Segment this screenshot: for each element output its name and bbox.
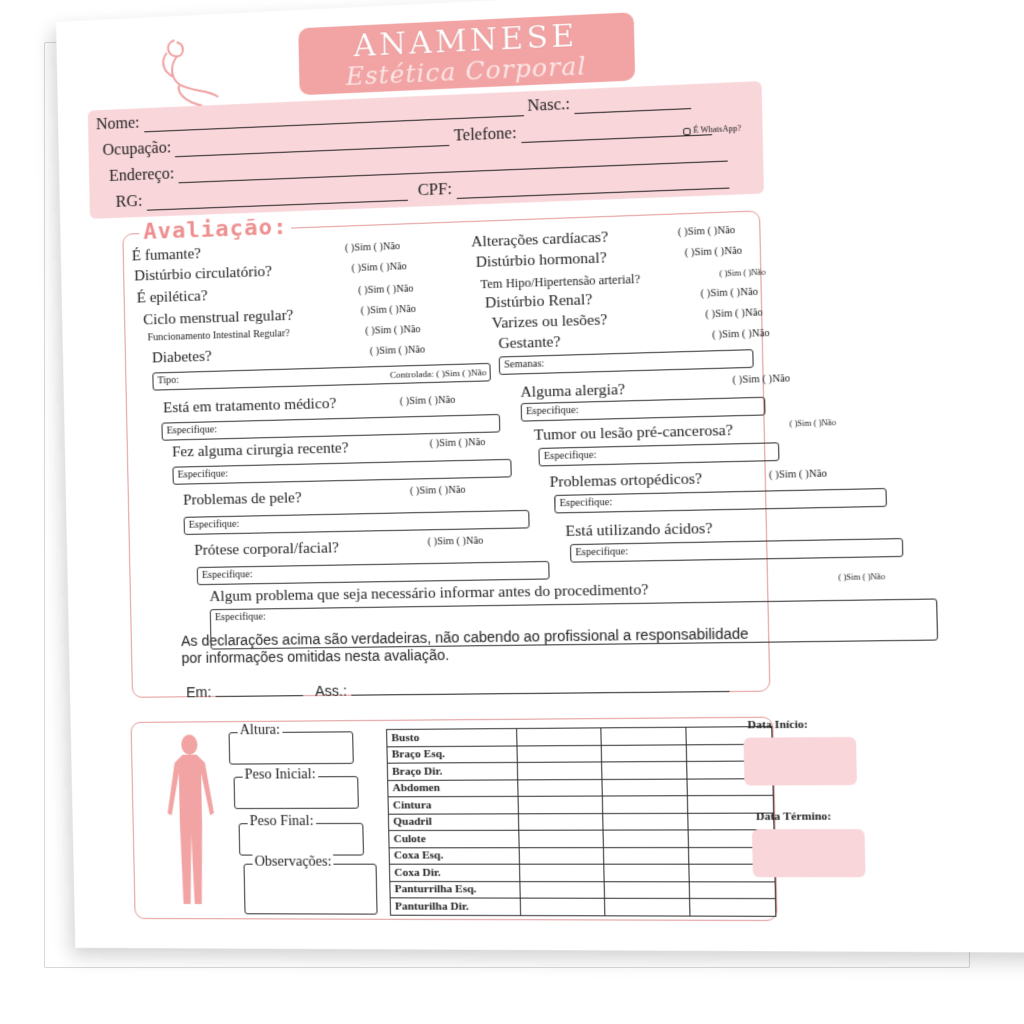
row-label: Braço Esq. bbox=[387, 745, 517, 763]
q-pele: Problemas de pele? bbox=[183, 490, 302, 509]
sim-option[interactable]: ( )Sim bbox=[369, 345, 397, 358]
table-row bbox=[389, 830, 775, 848]
table-row bbox=[390, 881, 776, 899]
especifique-label: Especifique: bbox=[543, 449, 597, 463]
ass-label: Ass.: bbox=[314, 682, 348, 700]
q-fumante: É fumante? bbox=[131, 246, 202, 265]
q-hormonal: Distúrbio hormonal? bbox=[475, 250, 607, 272]
q-epiletica: É epilética? bbox=[136, 288, 208, 307]
form-title-banner bbox=[298, 12, 635, 95]
q-menstrual: Ciclo menstrual regular? bbox=[143, 307, 294, 329]
q-cardiacas: Alterações cardíacas? bbox=[471, 229, 609, 251]
sim-option[interactable]: ( )Sim bbox=[677, 225, 706, 239]
opt-gestante[interactable] bbox=[712, 328, 770, 341]
sim-option[interactable]: ( )Sim bbox=[344, 241, 372, 255]
protese-especifique[interactable] bbox=[197, 561, 550, 585]
em-date-field[interactable] bbox=[215, 682, 303, 697]
especifique-label: Especifique: bbox=[525, 404, 579, 418]
whatsapp-label: É WhatsApp? bbox=[693, 123, 742, 135]
measure-cell[interactable] bbox=[604, 864, 690, 881]
especifique-label: Especifique: bbox=[559, 496, 613, 510]
measure-cell[interactable] bbox=[517, 779, 602, 796]
table-row bbox=[387, 744, 773, 763]
especifique-label: Especifique: bbox=[201, 569, 253, 582]
whatsapp-check[interactable] bbox=[684, 124, 742, 136]
row-label: Panturrilha Esq. bbox=[390, 881, 520, 898]
nao-option[interactable]: ( )Não bbox=[398, 344, 426, 357]
measurements-section bbox=[131, 717, 778, 921]
ocupacao-field[interactable] bbox=[175, 132, 450, 158]
form-subtitle: Estética Corporal bbox=[345, 51, 587, 92]
q-cirurgia: Fez alguma cirurgia recente? bbox=[171, 440, 349, 461]
measure-cell[interactable] bbox=[520, 898, 605, 915]
opt-intestinal[interactable] bbox=[365, 324, 421, 337]
table-row bbox=[388, 813, 774, 831]
sim-option[interactable]: ( )Sim bbox=[712, 328, 740, 341]
measure-cell[interactable] bbox=[602, 779, 688, 796]
sim-option[interactable]: ( )Sim bbox=[436, 367, 461, 379]
opt-cirurgia[interactable] bbox=[430, 437, 486, 450]
tipo-label: Tipo: bbox=[157, 374, 180, 387]
peso-final-label: Peso Final: bbox=[248, 814, 316, 830]
cpf-label: CPF: bbox=[417, 180, 453, 200]
q-protese: Prótese corporal/facial? bbox=[194, 540, 340, 559]
measure-cell[interactable] bbox=[519, 864, 604, 881]
nao-option[interactable]: ( )Não bbox=[386, 283, 414, 296]
sim-option[interactable]: ( )Sim bbox=[789, 418, 812, 429]
avaliacao-section bbox=[122, 210, 886, 697]
sim-option[interactable]: ( )Sim bbox=[700, 287, 728, 300]
rg-field[interactable] bbox=[146, 187, 407, 211]
sim-option[interactable]: ( )Sim bbox=[358, 284, 385, 297]
data-inicio-label: Data Início: bbox=[747, 718, 808, 732]
measure-cell[interactable] bbox=[689, 881, 775, 898]
especifique-label: Especifique: bbox=[575, 546, 629, 559]
peso-inicial-label: Peso Inicial: bbox=[242, 767, 317, 784]
nao-option[interactable]: ( )Não bbox=[389, 303, 417, 316]
sim-option[interactable]: ( )Sim bbox=[719, 268, 742, 279]
sim-option[interactable]: ( )Sim bbox=[360, 304, 387, 317]
altura-box[interactable] bbox=[229, 722, 354, 764]
nao-option[interactable]: ( )Não bbox=[743, 267, 766, 278]
measure-cell[interactable] bbox=[689, 898, 775, 915]
nao-option[interactable]: ( )Não bbox=[462, 367, 487, 379]
sim-option[interactable]: ( )Sim bbox=[365, 324, 392, 337]
nao-option[interactable]: ( )Não bbox=[741, 327, 770, 341]
especifique-label: Especifique: bbox=[214, 611, 266, 624]
data-termino-field[interactable] bbox=[752, 829, 866, 877]
row-label: Culote bbox=[389, 830, 519, 847]
semanas-field[interactable] bbox=[499, 349, 754, 375]
measure-cell[interactable] bbox=[518, 830, 603, 847]
data-inicio-field[interactable] bbox=[743, 737, 857, 786]
peso-final-box[interactable] bbox=[239, 813, 364, 856]
measure-cell[interactable] bbox=[601, 727, 686, 745]
opt-pele[interactable] bbox=[410, 485, 466, 497]
cirurgia-especifique[interactable] bbox=[172, 459, 511, 485]
especifique-label: Especifique: bbox=[177, 468, 229, 481]
row-label: Quadril bbox=[388, 813, 518, 830]
nao-option[interactable]: ( )Não bbox=[762, 373, 791, 386]
signature-field[interactable] bbox=[351, 677, 730, 695]
opt-ortopedicos[interactable] bbox=[769, 468, 827, 481]
opt-varizes[interactable] bbox=[705, 307, 763, 320]
measure-cell[interactable] bbox=[603, 830, 689, 847]
cpf-field[interactable] bbox=[456, 174, 729, 199]
data-termino-label: Data Término: bbox=[755, 810, 832, 824]
controlada-label bbox=[390, 364, 487, 383]
opt-menstrual[interactable] bbox=[361, 304, 417, 317]
avaliacao-title: Avaliação: bbox=[139, 214, 292, 245]
dates-panel bbox=[728, 711, 890, 824]
sim-option[interactable]: ( )Sim bbox=[399, 395, 427, 408]
nao-option[interactable]: ( )Não bbox=[438, 484, 466, 497]
measure-cell[interactable] bbox=[518, 796, 603, 813]
observacoes-label: Observações: bbox=[252, 855, 333, 871]
q-gestante: Gestante? bbox=[498, 334, 561, 353]
nome-label: Nome: bbox=[95, 114, 140, 134]
measure-cell[interactable] bbox=[602, 796, 688, 813]
opt-informar[interactable] bbox=[838, 572, 885, 582]
row-label: Coxa Dir. bbox=[389, 864, 519, 881]
sim-option[interactable]: ( )Sim bbox=[705, 308, 733, 321]
measure-cell[interactable] bbox=[601, 761, 687, 779]
nao-option[interactable]: ( )Não bbox=[734, 307, 764, 320]
q-diabetes: Diabetes? bbox=[151, 348, 212, 367]
table-row bbox=[388, 795, 774, 813]
endereco-label: Endereço: bbox=[108, 165, 175, 186]
measure-cell[interactable] bbox=[520, 881, 605, 898]
nao-option[interactable]: ( )Não bbox=[428, 394, 456, 407]
q-tratamento: Está em tratamento médico? bbox=[162, 395, 337, 417]
row-label: Coxa Esq. bbox=[389, 847, 519, 864]
measure-cell[interactable] bbox=[517, 745, 602, 763]
especifique-label: Especifique: bbox=[166, 424, 218, 437]
measure-cell[interactable] bbox=[604, 881, 690, 898]
controlada-text: Controlada: bbox=[389, 368, 435, 381]
altura-label: Altura: bbox=[237, 723, 282, 740]
row-label: Busto bbox=[387, 729, 517, 747]
pele-especifique[interactable] bbox=[184, 510, 530, 535]
measure-cell[interactable] bbox=[603, 847, 689, 864]
row-label: Abdomen bbox=[388, 779, 518, 796]
measure-cell[interactable] bbox=[516, 728, 601, 746]
woman-silhouette-logo-icon bbox=[144, 29, 237, 114]
semanas-label: Semanas: bbox=[503, 358, 545, 371]
measure-cell[interactable] bbox=[519, 847, 604, 864]
tipo-field[interactable] bbox=[152, 363, 491, 391]
anamnese-form bbox=[56, 0, 1024, 953]
q-renal: Distúrbio Renal? bbox=[484, 291, 593, 312]
nasc-label: Nasc.: bbox=[527, 95, 571, 116]
opt-fumante[interactable] bbox=[345, 241, 400, 254]
em-label: Em: bbox=[186, 683, 212, 701]
sim-option[interactable]: ( )Sim bbox=[409, 485, 437, 497]
opt-alergia[interactable] bbox=[732, 373, 790, 386]
nao-option[interactable]: ( )Não bbox=[862, 571, 886, 582]
rg-label: RG: bbox=[115, 192, 143, 211]
telefone-label: Telefone: bbox=[453, 124, 517, 145]
q-intestinal: Funcionamento Intestinal Regular? bbox=[147, 328, 291, 344]
sim-option[interactable]: ( )Sim bbox=[768, 468, 797, 482]
nao-option[interactable]: ( )Não bbox=[813, 417, 837, 428]
opt-circulatorio[interactable] bbox=[351, 261, 407, 274]
nao-option[interactable]: ( )Não bbox=[798, 468, 828, 481]
measure-cell[interactable] bbox=[602, 813, 688, 830]
opt-renal[interactable] bbox=[700, 286, 758, 299]
nao-option[interactable]: ( )Não bbox=[456, 535, 484, 548]
q-hipertensao: Tem Hipo/Hipertensão arterial? bbox=[480, 271, 641, 292]
row-label: Cintura bbox=[388, 796, 518, 813]
q-ortopedicos: Problemas ortopédicos? bbox=[549, 471, 703, 491]
opt-protese[interactable] bbox=[428, 535, 484, 547]
ocupacao-label: Ocupação: bbox=[102, 139, 172, 160]
q-informar: Algum problema que seja necessário informar antes do procedimento? bbox=[209, 582, 649, 606]
measure-cell[interactable] bbox=[601, 744, 686, 762]
nao-option[interactable]: ( )Não bbox=[707, 224, 736, 238]
nao-option[interactable]: ( )Não bbox=[380, 261, 407, 274]
opt-epiletica[interactable] bbox=[358, 283, 414, 296]
sim-option[interactable]: ( )Sim bbox=[684, 246, 712, 259]
table-row bbox=[389, 847, 775, 864]
whatsapp-checkbox[interactable] bbox=[684, 127, 692, 135]
opt-hormonal[interactable] bbox=[685, 245, 743, 258]
nao-option[interactable]: ( )Não bbox=[373, 240, 401, 254]
nasc-field[interactable] bbox=[574, 95, 691, 114]
especifique-label: Especifique: bbox=[188, 518, 240, 531]
tratamento-especifique[interactable] bbox=[161, 414, 500, 441]
table-row bbox=[387, 761, 773, 780]
sim-option[interactable]: ( )Sim bbox=[732, 373, 760, 387]
sim-option[interactable]: ( )Sim bbox=[429, 437, 457, 450]
q-alergia: Alguma alergia? bbox=[520, 381, 626, 402]
opt-hipertensao[interactable] bbox=[719, 267, 765, 278]
row-label: Panturilha Dir. bbox=[390, 898, 520, 915]
sim-option[interactable]: ( )Sim bbox=[838, 572, 861, 583]
q-tumor: Tumor ou lesão pré-cancerosa? bbox=[533, 422, 734, 444]
q-varizes: Varizes ou lesões? bbox=[491, 312, 608, 333]
measure-cell[interactable] bbox=[604, 898, 690, 915]
table-row bbox=[388, 778, 774, 797]
nao-option[interactable]: ( )Não bbox=[714, 245, 743, 258]
body-silhouette-icon bbox=[154, 732, 228, 910]
form-title: ANAMNESE bbox=[353, 18, 578, 65]
declaration-text: As declarações acima são verdadeiras, não cabendo ao profissional a responsabilidade por informações omitidas nesta avaliação. bbox=[180, 625, 749, 667]
sim-option[interactable]: ( )Sim bbox=[427, 535, 455, 548]
q-acidos: Está utilizando ácidos? bbox=[565, 520, 713, 541]
opt-cardiacas[interactable] bbox=[678, 225, 736, 238]
table-row bbox=[390, 898, 776, 916]
tumor-especifique[interactable] bbox=[538, 442, 779, 466]
row-label: Braço Dir. bbox=[387, 762, 517, 780]
q-circulatorio: Distúrbio circulatório? bbox=[134, 263, 273, 285]
peso-inicial-box[interactable] bbox=[234, 767, 359, 809]
opt-tratamento[interactable] bbox=[400, 395, 456, 408]
table-row bbox=[389, 864, 775, 881]
measure-cell[interactable] bbox=[517, 762, 602, 779]
nao-option[interactable]: ( )Não bbox=[458, 436, 486, 449]
measures-table bbox=[386, 726, 776, 916]
sim-option[interactable]: ( )Sim bbox=[351, 262, 378, 275]
measure-cell[interactable] bbox=[518, 813, 603, 830]
opt-diabetes[interactable] bbox=[370, 344, 426, 357]
observacoes-box[interactable] bbox=[243, 854, 377, 915]
nao-option[interactable]: ( )Não bbox=[730, 286, 759, 299]
ortopedicos-especifique[interactable] bbox=[554, 488, 887, 513]
acidos-especifique[interactable] bbox=[570, 538, 903, 563]
nao-option[interactable]: ( )Não bbox=[393, 323, 421, 337]
opt-tumor[interactable] bbox=[789, 418, 836, 429]
